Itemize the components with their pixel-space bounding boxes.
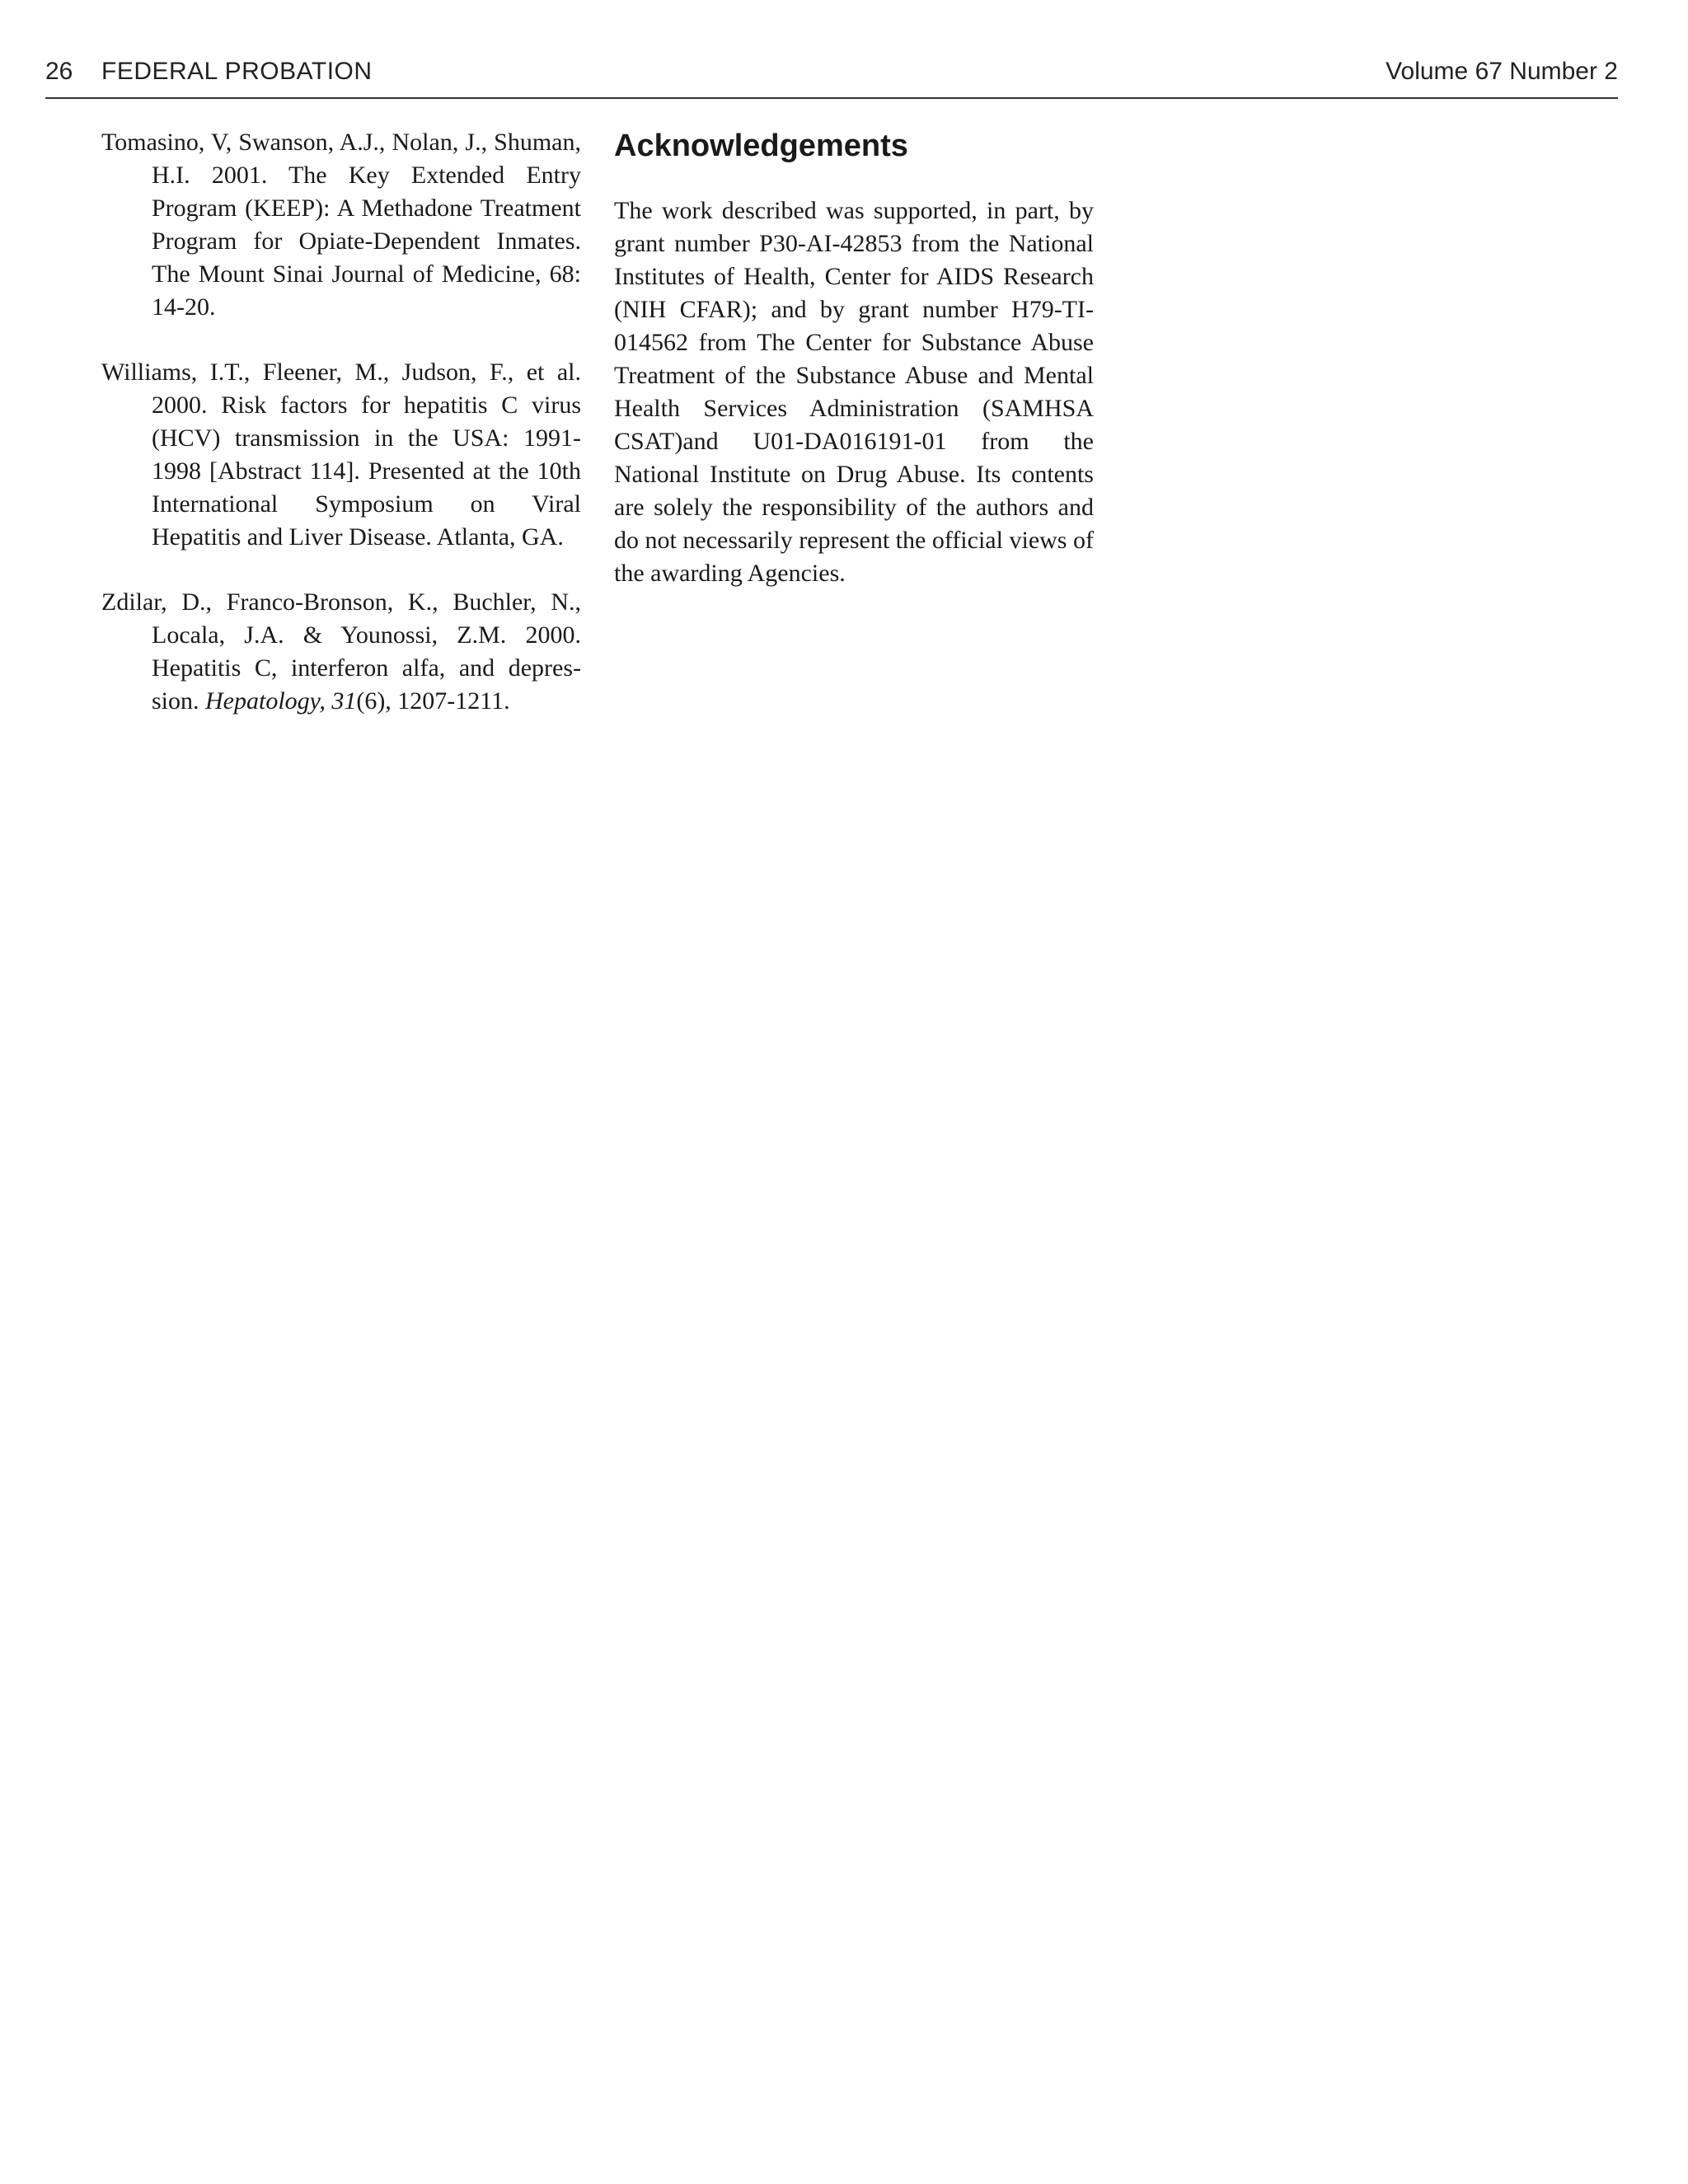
reference-zdilar-authors: Zdilar, D., Franco-Bronson, K., Buchler, N., Locala, J.A. & Younossi, Z.M. 2000. Hepatitis C, interferon alfa, and depres-sion. <box>101 588 581 715</box>
acknowledgements-body: The work described was supported, in part, by grant number P30-AI-42853 from the National Institutes of Health, Center for AIDS Research (NIH CFAR); and by grant number H79-TI-014562 from The Center for Substance Abuse Treatment of the Substance Abuse and Mental Health Services Administration (SAMHSA CSAT)and U01-DA016191-01 from the National Institute on Drug Abuse. Its contents are solely the responsibility of the authors and do not necessarily represent the official views of the awarding Agencies. <box>614 197 1094 587</box>
references-column <box>101 126 581 750</box>
reference-zdilar <box>101 586 581 718</box>
acknowledgements-section <box>614 124 1094 590</box>
issue-label: Volume 67 Number 2 <box>1386 58 1618 85</box>
running-header <box>45 58 1618 96</box>
journal-name: FEDERAL PROBATION <box>101 58 373 85</box>
reference-tomasino: Tomasino, V, Swanson, A.J., Nolan, J., Shuman, H.I. 2001. The Key Extended Entry Program (KEEP): A Methadone Treatment Program for Opiate-Dependent Inmates. The Mount Sinai Journal of Medicine, 68: 14-20. <box>101 129 581 321</box>
reference-zdilar-pages: (6), 1207-1211. <box>356 687 510 715</box>
header-rule <box>45 97 1618 99</box>
reference-zdilar-journal: Hepatology, 31 <box>205 687 357 715</box>
page-number: 26 <box>45 58 73 85</box>
reference-williams: Williams, I.T., Fleener, M., Judson, F., et al. 2000. Risk factors for hepatitis C virus (HCV) transmission in the USA: 1991-1998 [Abstract 114]. Presented at the 10th International Symposium on Viral Hepatitis and Liver Disease. Atlanta, GA. <box>101 359 581 551</box>
acknowledgements-heading: Acknowledgements <box>614 129 908 163</box>
